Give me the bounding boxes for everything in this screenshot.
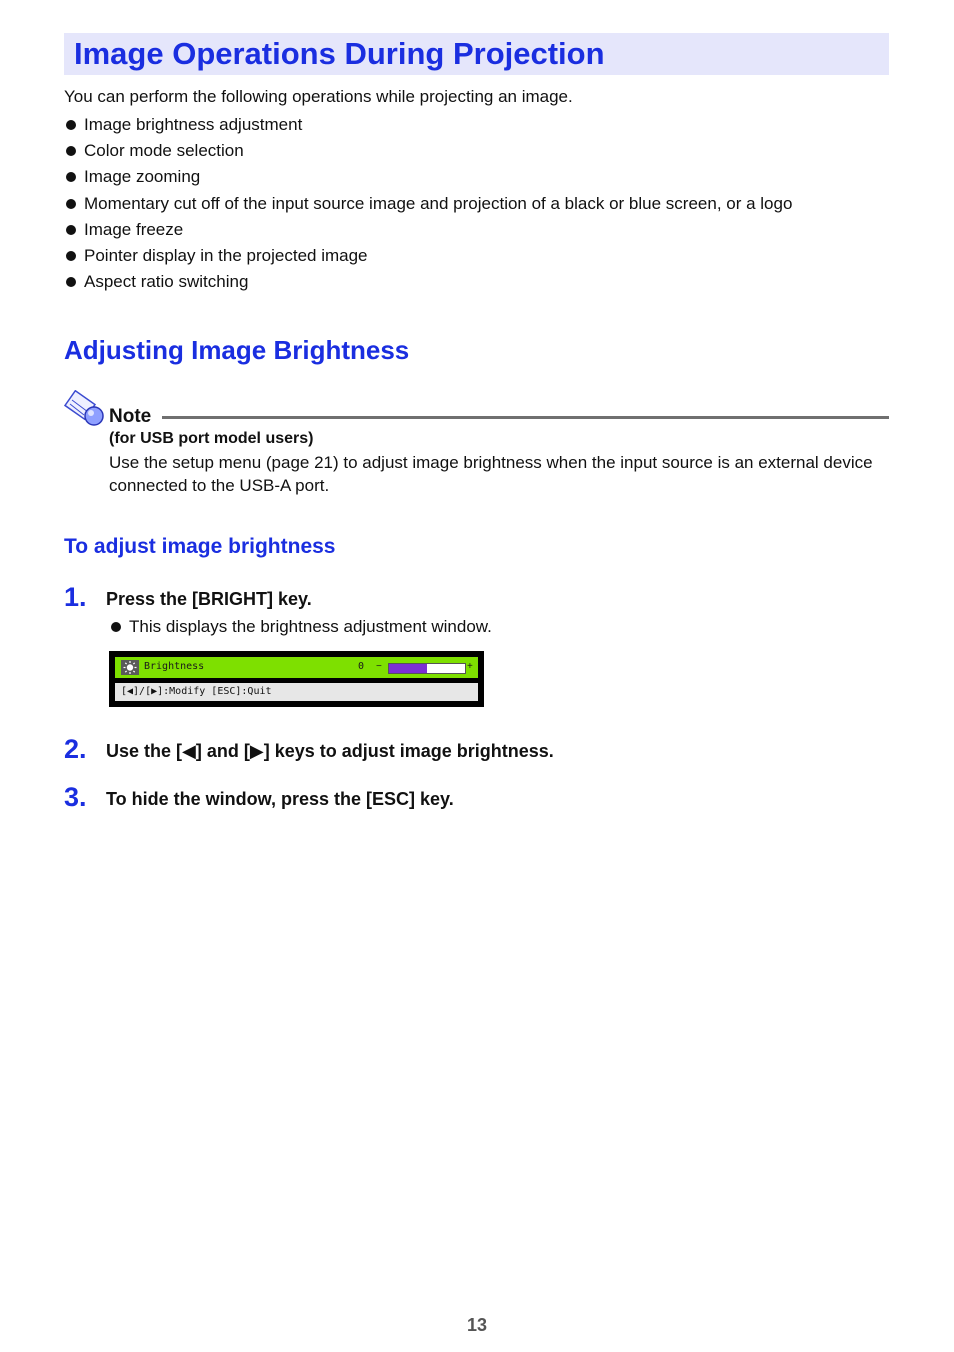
bullet-icon — [111, 622, 121, 632]
plus-icon: + — [467, 661, 473, 672]
step-1-detail: This displays the brightness adjustment window. — [109, 616, 492, 638]
bullet-icon — [66, 225, 76, 235]
step-number-3: 3. — [64, 782, 87, 812]
note-pencil-icon — [64, 390, 106, 428]
brightness-slider-fill — [389, 664, 427, 673]
list-item: Aspect ratio switching — [64, 269, 792, 295]
bullet-icon — [66, 146, 76, 156]
bullet-icon — [66, 120, 76, 130]
brightness-window — [109, 651, 484, 707]
bullet-icon — [66, 199, 76, 209]
step-text-1: Press the [BRIGHT] key. — [106, 589, 312, 609]
page-title-bar — [64, 33, 889, 75]
bullet-icon — [66, 251, 76, 261]
page-title: Image Operations During Projection — [74, 36, 605, 71]
page-number: 13 — [466, 1315, 488, 1335]
operations-list — [64, 112, 792, 295]
list-item: Image freeze — [64, 217, 792, 243]
brightness-value: 0 — [358, 661, 365, 672]
step-number-2: 2. — [64, 734, 87, 764]
list-item: Momentary cut off of the input source image and projection of a black or blue screen, or a logo — [64, 191, 792, 217]
section-heading: Adjusting Image Brightness — [64, 335, 410, 365]
brightness-slider[interactable] — [388, 663, 466, 674]
brightness-bar — [115, 657, 478, 678]
list-item: Image zooming — [64, 164, 792, 190]
note-subheading: (for USB port model users) — [109, 430, 314, 447]
procedure-heading: To adjust image brightness — [64, 535, 336, 558]
note-label: Note — [109, 406, 152, 427]
brightness-help-bar — [115, 683, 478, 701]
minus-icon: − — [376, 661, 382, 672]
brightness-label: Brightness — [144, 661, 205, 672]
bullet-icon — [66, 277, 76, 287]
note-body: Use the setup menu (page 21) to adjust image brightness when the input source is an external device connected to the USB-A port. — [109, 453, 873, 495]
list-item: Pointer display in the projected image — [64, 243, 792, 269]
step-text-2: Use the [◀] and [▶] keys to adjust image brightness. — [106, 741, 554, 761]
list-item: Image brightness adjustment — [64, 112, 792, 138]
intro-text: You can perform the following operations while projecting an image. — [64, 87, 573, 106]
step-text-3: To hide the window, press the [ESC] key. — [106, 789, 454, 809]
step-number-1: 1. — [64, 582, 87, 612]
note-divider — [162, 416, 889, 419]
list-item: Color mode selection — [64, 138, 792, 164]
bullet-icon — [66, 172, 76, 182]
brightness-help-text: [◀]/[▶]:Modify [ESC]:Quit — [121, 686, 272, 697]
sun-icon — [121, 660, 139, 675]
